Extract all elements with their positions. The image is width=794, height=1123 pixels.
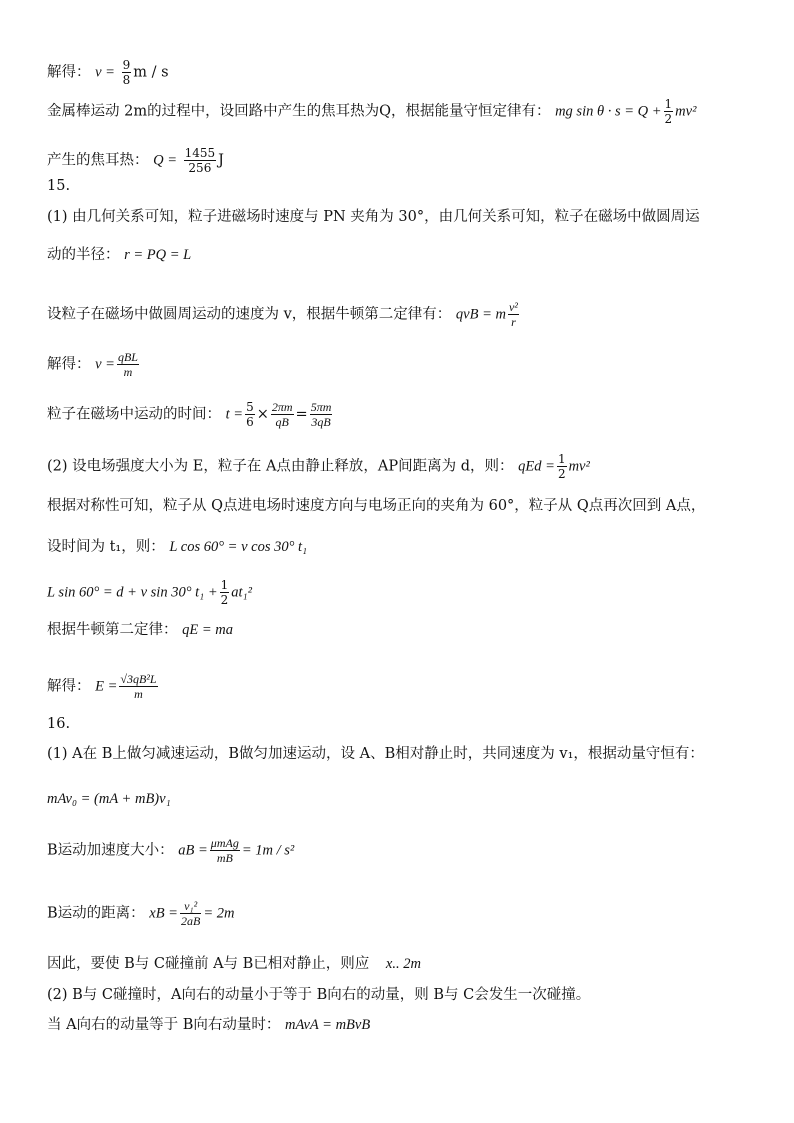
fraction: $\frac{\text{v²}}{r}$ — [508, 300, 518, 329]
text: 设时间为 t₁，则： — [47, 539, 165, 555]
formula: aB = — [178, 842, 208, 859]
line-solve-velocity — [47, 58, 169, 87]
formula: t = — [225, 406, 244, 423]
fraction: $\frac{2\pi m}{qB}$ — [271, 400, 293, 429]
fraction: $\frac{1}{2}$ — [664, 97, 673, 126]
text: 粒子在磁场中运动的时间： — [47, 406, 221, 423]
formula: L sin 60° = d + v sin 30° t₁ + — [47, 584, 218, 601]
formula: E = — [95, 678, 118, 695]
formula: xB = — [149, 905, 178, 922]
line-symmetry: 根据对称性可知，粒子从 Q点进电场时速度方向与电场正向的夹角为 60°，粒子从 Q点再次回到 A点， — [47, 498, 706, 514]
fraction: $\frac{1}{2}$ — [220, 578, 229, 607]
fraction: $\frac{5\pi m}{3qB}$ — [310, 400, 332, 429]
line-distance-b — [47, 899, 234, 928]
line-q15-part2 — [47, 452, 590, 481]
fraction: $\frac{\text{√3qB²L}}{m}$ — [120, 672, 157, 701]
text: 根据牛顿第二定律： — [47, 622, 178, 638]
formula: Q = — [153, 152, 177, 169]
text: 当 A向右的动量等于 B向右动量时： — [47, 1017, 281, 1033]
fraction: $\frac{\text{qBL}}{m}$ — [117, 350, 138, 379]
formula: = 1m / s² — [241, 842, 295, 859]
formula: mAvA = mBvB — [284, 1017, 371, 1033]
line-solve-e — [47, 672, 160, 701]
line-q15-part1: (1) 由几何关系可知，粒子进磁场时速度与 PN 夹角为 30°，由几何关系可知，粒子在磁场中做圆周运 — [47, 209, 700, 225]
fraction: $\frac{\text{μmAg}}{mB}$ — [210, 836, 239, 865]
formula: x.. 2m — [385, 956, 421, 972]
text: 解得： — [47, 678, 91, 695]
line-joule-heat — [47, 146, 224, 175]
formula: = 2m — [203, 905, 235, 922]
line-momentum-equal — [47, 1015, 370, 1035]
text: (2) 设电场强度大小为 E，粒子在 A点由静止释放，AP间距离为 d，则： — [47, 458, 514, 475]
text: 解得： — [47, 356, 91, 373]
line-q16-part2: (2) B与 C碰撞时，A向右的动量小于等于 B向右的动量，则 B与 C会发生一次碰撞。 — [47, 987, 591, 1003]
line-newton-second-law — [47, 300, 521, 329]
text: 解得： — [47, 64, 91, 81]
question-number-15: 15. — [47, 178, 71, 194]
line-acceleration-b — [47, 836, 294, 865]
line-time-t1 — [47, 537, 307, 557]
operator: × — [256, 406, 269, 423]
line-solve-v — [47, 350, 141, 379]
text: 动的半径： — [47, 247, 120, 263]
formula: v = — [95, 356, 115, 373]
text: B运动加速度大小： — [47, 842, 174, 859]
text: 因此，要使 B与 C碰撞前 A与 B已相对静止，则应 — [47, 956, 370, 972]
formula: qEd = — [518, 458, 555, 475]
fraction: $\frac{1455}{256}$ — [184, 146, 216, 175]
formula: v = — [95, 64, 115, 81]
line-radius — [47, 245, 191, 265]
text: 设粒子在磁场中做圆周运动的速度为 v，根据牛顿第二定律有： — [47, 306, 452, 323]
formula: qE = ma — [182, 622, 233, 638]
text: 金属棒运动 2m的过程中，设回路中产生的焦耳热为Q，根据能量守恒定律有： — [47, 103, 551, 120]
line-q16-part1: (1) A在 B上做匀减速运动，B做匀加速运动，设 A、B相对静止时，共同速度为 v₁，根据动量守恒有： — [47, 746, 704, 762]
line-energy-conservation — [47, 97, 696, 126]
unit: J — [218, 152, 224, 169]
formula: mg sin θ · s = Q + — [555, 103, 662, 120]
line-momentum-conservation — [47, 789, 171, 809]
formula: mAv₀ = (mA + mB)v₁ — [47, 791, 171, 807]
formula: qvB = m — [455, 306, 506, 323]
line-displacement-equation — [47, 578, 252, 607]
formula: at₁² — [231, 584, 252, 601]
text: 产生的焦耳热： — [47, 152, 149, 169]
formula: L cos 60° = v cos 30° t₁ — [169, 539, 308, 555]
text: B运动的距离： — [47, 905, 145, 922]
formula: mv² — [675, 103, 697, 120]
fraction: $\frac{1}{2}$ — [557, 452, 566, 481]
fraction: $\frac{9}{8}$ — [122, 58, 131, 87]
line-condition — [47, 954, 421, 974]
fraction: $\frac{5}{6}$ — [246, 400, 254, 429]
line-time-in-field — [47, 400, 334, 429]
unit: m / s — [133, 64, 169, 81]
formula: mv² — [568, 458, 590, 475]
line-newton-law-field — [47, 620, 233, 640]
operator: = — [295, 406, 308, 423]
question-number-16: 16. — [47, 716, 71, 732]
formula: r = PQ = L — [124, 247, 192, 263]
fraction: $\frac{\text{v₁²}}{2aB}$ — [180, 899, 201, 928]
